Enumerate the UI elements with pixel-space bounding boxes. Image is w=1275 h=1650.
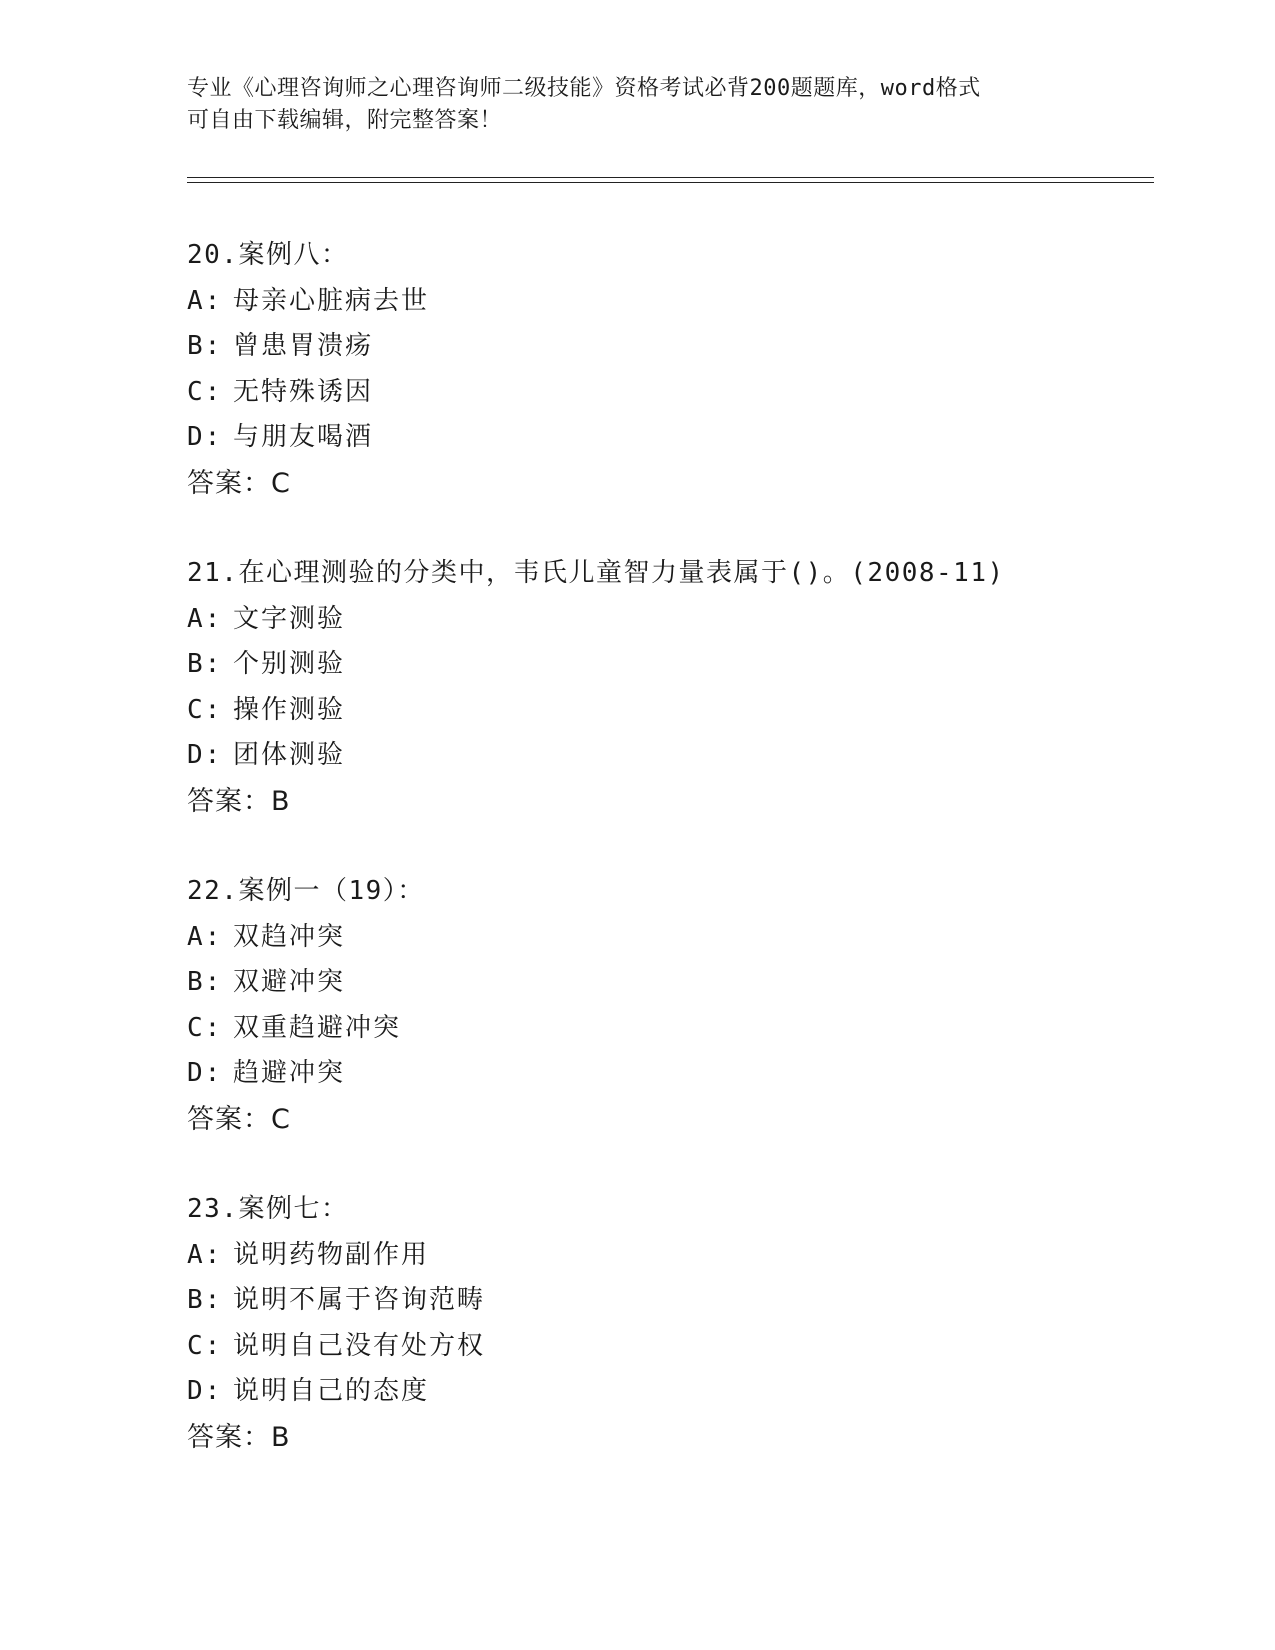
- question-title: 23.案例七：: [187, 1194, 349, 1224]
- option-b: [187, 642, 1005, 688]
- option-key: C:: [187, 694, 223, 725]
- option-key: D:: [187, 1058, 223, 1088]
- answer: 答案：B: [187, 785, 291, 817]
- option-key: A:: [187, 921, 223, 952]
- option-b: [187, 960, 425, 1006]
- option-text: 说明药物副作用: [233, 1239, 430, 1270]
- option-key: A:: [187, 285, 223, 316]
- option-text: 说明自己没有处方权: [233, 1330, 486, 1361]
- option-key: D:: [187, 1376, 223, 1406]
- option-text: 团体测验: [233, 740, 346, 770]
- option-c: [187, 370, 429, 416]
- option-c: [187, 688, 1005, 734]
- option-key: D:: [187, 740, 223, 770]
- header-divider-bottom: [187, 182, 1154, 183]
- option-text: 文字测验: [233, 603, 346, 634]
- option-a: [187, 597, 1005, 643]
- option-text: 说明不属于咨询范畴: [233, 1285, 486, 1315]
- option-text: 双趋冲突: [233, 921, 346, 952]
- option-b: [187, 324, 429, 370]
- document-header: [187, 73, 1087, 137]
- option-a: [187, 915, 425, 961]
- option-text: 双重趋避冲突: [233, 1012, 402, 1043]
- header-line-1: 专业《心理咨询师之心理咨询师二级技能》资格考试必背200题题库，word格式: [187, 76, 981, 101]
- question-title: 21.在心理测验的分类中，韦氏儿童智力量表属于()。(2008-11): [187, 558, 1005, 588]
- answer: 答案：B: [187, 1421, 291, 1453]
- option-text: 母亲心脏病去世: [233, 285, 430, 316]
- option-text: 无特殊诱因: [233, 376, 374, 407]
- question-title: 22.案例一（19）：: [187, 876, 425, 906]
- option-key: D:: [187, 422, 223, 452]
- option-text: 操作测验: [233, 694, 346, 725]
- question-22: [187, 869, 425, 1142]
- option-text: 个别测验: [233, 649, 346, 679]
- option-key: A:: [187, 1239, 223, 1270]
- option-key: B:: [187, 331, 223, 361]
- option-key: C:: [187, 376, 223, 407]
- question-title: 20.案例八：: [187, 240, 349, 270]
- option-key: B:: [187, 1285, 223, 1315]
- option-c: [187, 1324, 485, 1370]
- header-line-2: 可自由下载编辑，附完整答案！: [187, 108, 503, 133]
- question-21: [187, 551, 1005, 824]
- question-23: [187, 1187, 485, 1460]
- option-a: [187, 1233, 485, 1279]
- option-text: 与朋友喝酒: [233, 422, 374, 452]
- option-key: A:: [187, 603, 223, 634]
- option-d: [187, 1051, 425, 1097]
- question-20: [187, 233, 429, 506]
- option-b: [187, 1278, 485, 1324]
- answer: 答案：C: [187, 467, 291, 499]
- option-d: [187, 415, 429, 461]
- option-text: 双避冲突: [233, 967, 346, 997]
- option-c: [187, 1006, 425, 1052]
- option-key: B:: [187, 967, 223, 997]
- option-text: 说明自己的态度: [233, 1376, 430, 1406]
- option-d: [187, 1369, 485, 1415]
- option-key: C:: [187, 1012, 223, 1043]
- option-a: [187, 279, 429, 325]
- option-d: [187, 733, 1005, 779]
- option-key: C:: [187, 1330, 223, 1361]
- answer: 答案：C: [187, 1103, 291, 1135]
- option-text: 曾患胃溃疡: [233, 331, 374, 361]
- header-divider-top: [187, 177, 1154, 178]
- option-key: B:: [187, 649, 223, 679]
- option-text: 趋避冲突: [233, 1058, 346, 1088]
